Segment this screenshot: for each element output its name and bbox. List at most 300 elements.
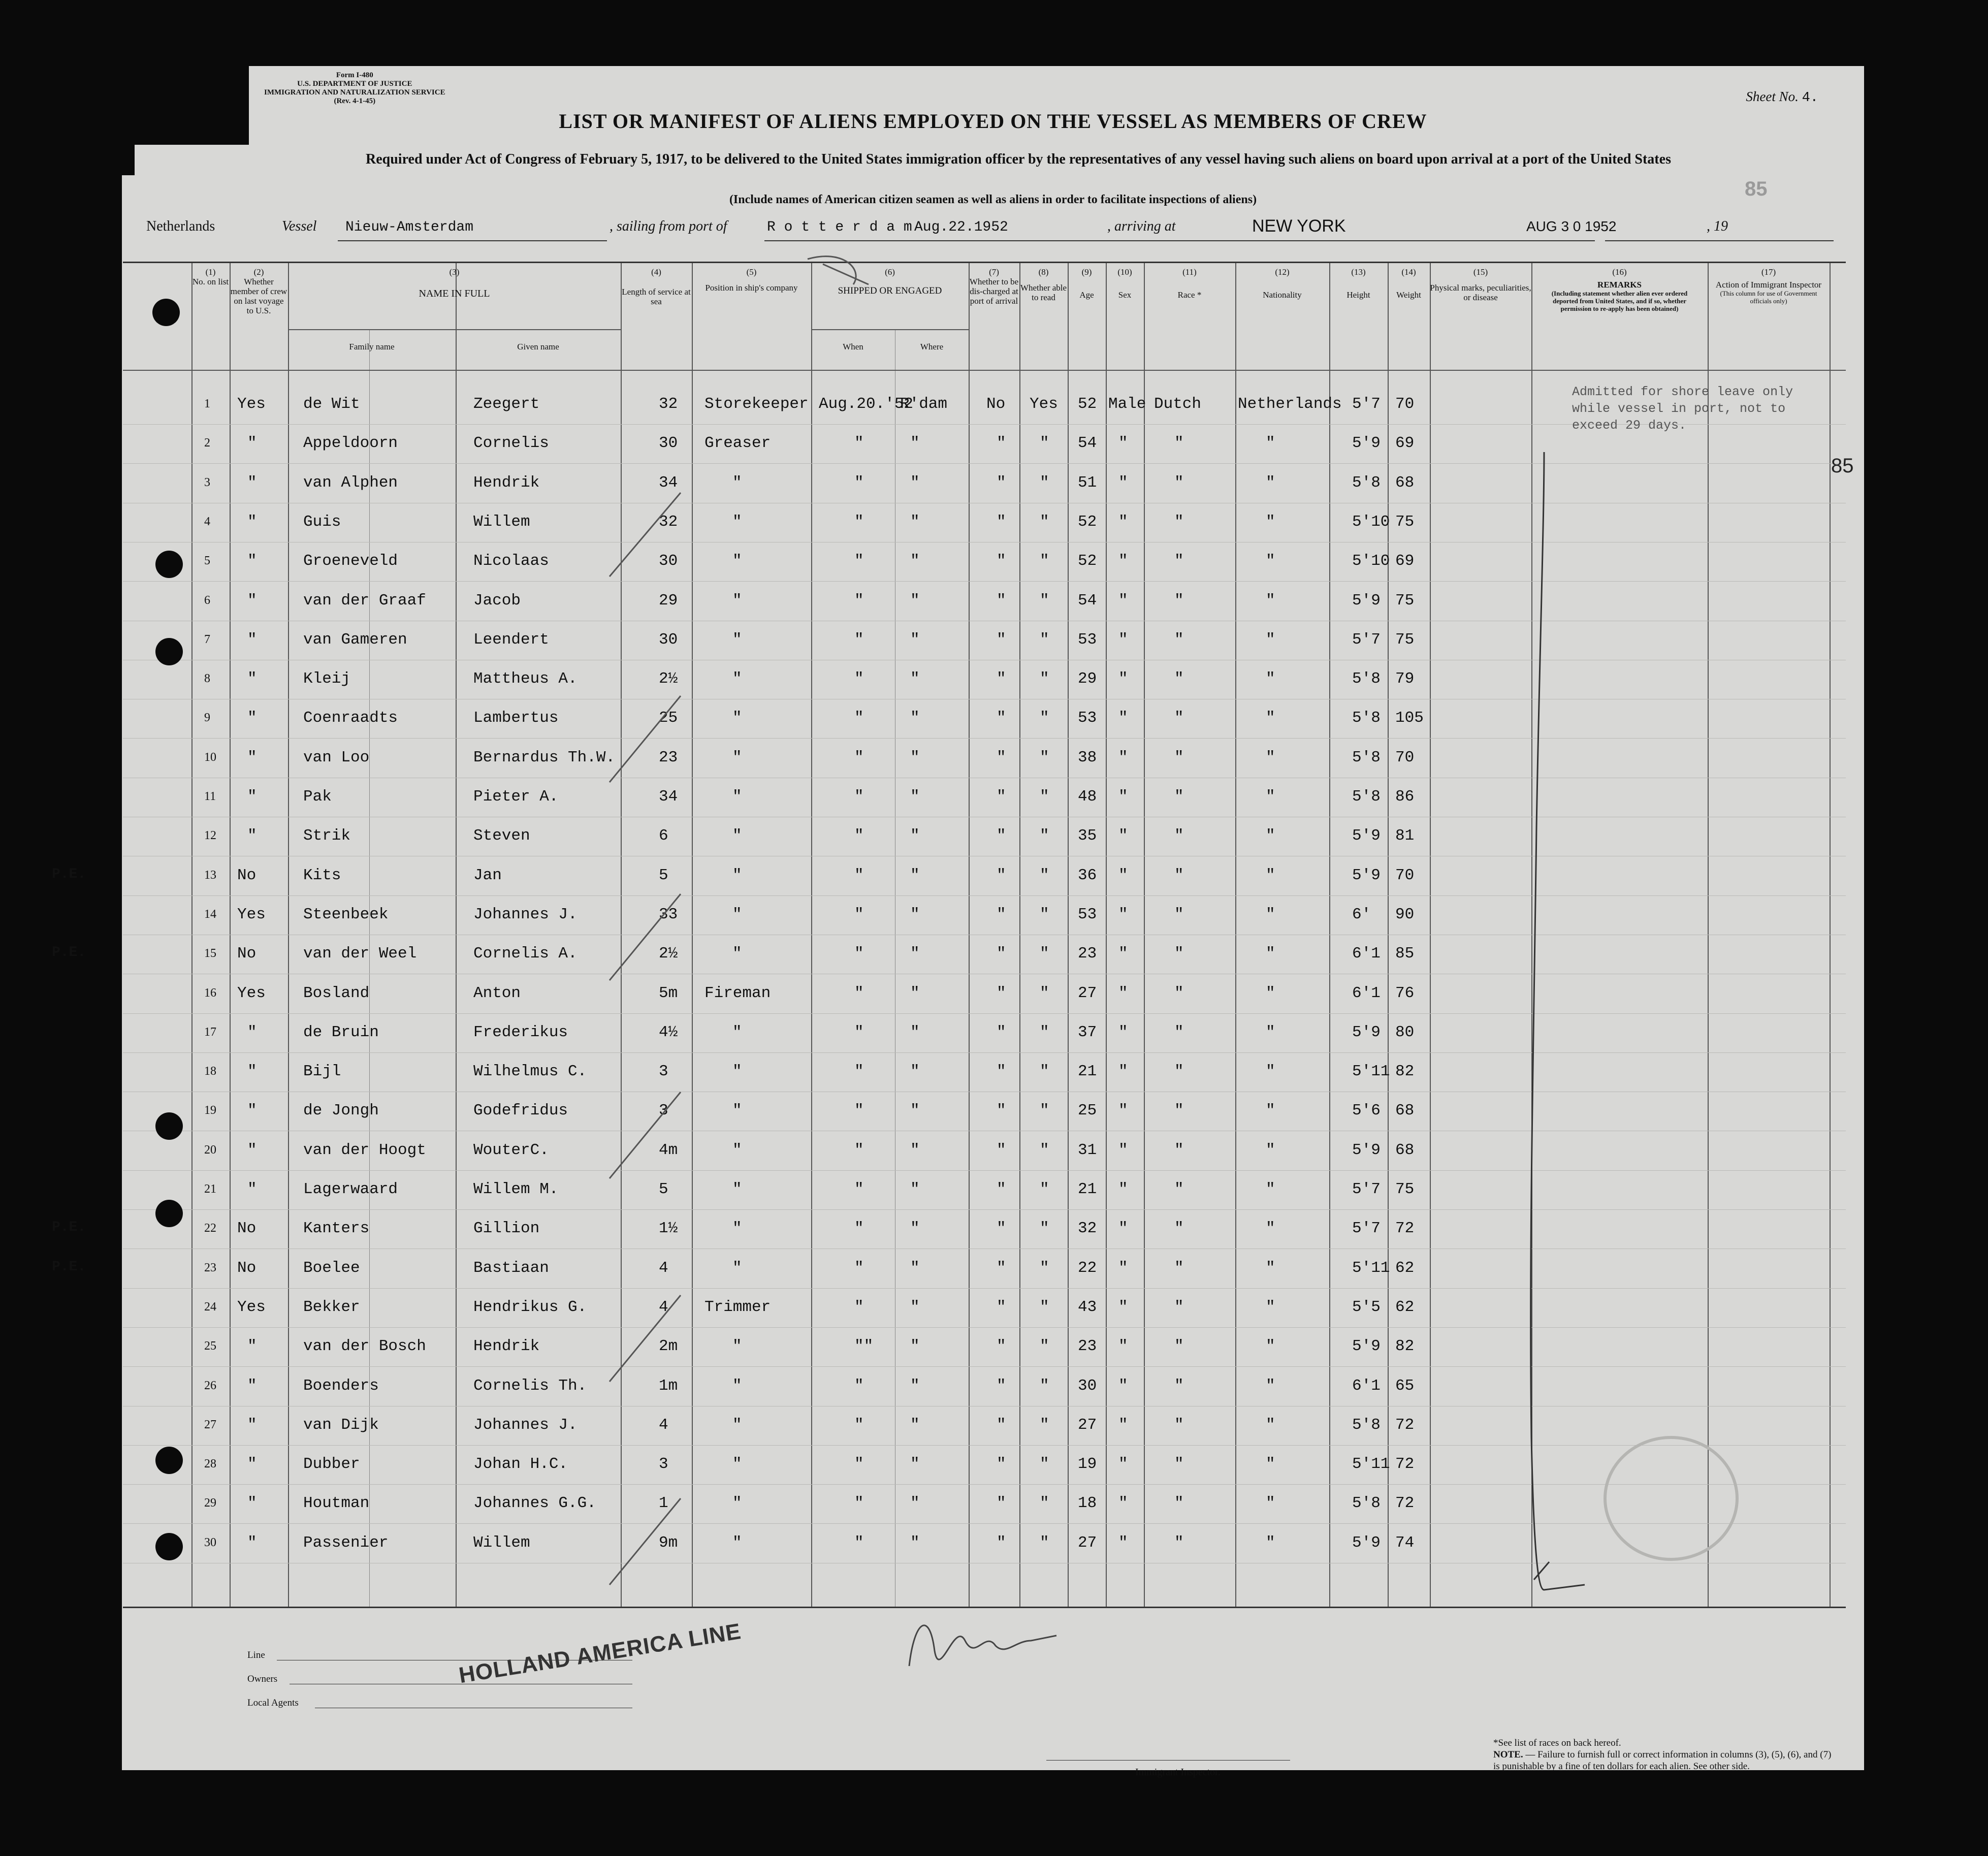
height: 6': [1352, 905, 1371, 923]
service-length: 4m: [659, 1141, 678, 1159]
discharged: ": [997, 513, 1006, 531]
height: 5'5: [1352, 1298, 1381, 1316]
age: 29: [1078, 670, 1097, 688]
discharged: ": [997, 591, 1006, 610]
sex: ": [1118, 1533, 1128, 1552]
sex: ": [1118, 1023, 1128, 1041]
able-to-read: ": [1040, 1377, 1049, 1395]
sex: Male: [1108, 395, 1146, 413]
nationality: ": [1266, 1494, 1275, 1513]
row-number: 2: [204, 436, 210, 450]
row-number: 6: [204, 593, 210, 607]
height: 5'7: [1352, 1220, 1381, 1238]
row-number: 22: [204, 1222, 216, 1235]
weight: 81: [1395, 827, 1415, 845]
able-to-read: ": [1040, 473, 1049, 492]
able-to-read: Yes: [1030, 395, 1058, 413]
able-to-read: ": [1040, 1337, 1049, 1356]
family-name: Guis: [303, 513, 341, 531]
family-name: van Gameren: [303, 630, 407, 649]
nationality: ": [1266, 1533, 1275, 1552]
height: 5'9: [1352, 1533, 1381, 1552]
weight: 75: [1395, 630, 1415, 649]
row-number: 1: [204, 397, 210, 410]
race: ": [1174, 905, 1184, 923]
row-number: 9: [204, 711, 210, 725]
sex: ": [1118, 905, 1128, 923]
service-length: 2½: [659, 670, 678, 688]
nationality: ": [1266, 905, 1275, 923]
last-voyage: ": [247, 788, 257, 806]
service-length: 2m: [659, 1337, 678, 1356]
family-name: van der Hoogt: [303, 1141, 426, 1159]
row-number: 21: [204, 1182, 216, 1196]
shipped-when: ": [854, 513, 864, 531]
nationality: ": [1266, 552, 1275, 570]
page-title: LIST OR MANIFEST OF ALIENS EMPLOYED ON THE VESSEL AS MEMBERS OF CREW: [559, 110, 1427, 133]
sex: ": [1118, 1416, 1128, 1434]
age: 25: [1078, 1102, 1097, 1120]
shipped-where: ": [910, 1416, 920, 1434]
shipped-when: ": [854, 434, 864, 453]
discharged: ": [997, 1377, 1006, 1395]
family-name: Strik: [303, 827, 351, 845]
header-given-name: Given name: [517, 342, 559, 351]
punch-hole: [152, 299, 180, 326]
position: ": [732, 748, 742, 766]
able-to-read: ": [1040, 905, 1049, 923]
nationality: ": [1266, 1063, 1275, 1081]
race: ": [1174, 513, 1184, 531]
age: 52: [1078, 552, 1097, 570]
nationality: ": [1266, 1141, 1275, 1159]
discharged: ": [997, 1180, 1006, 1198]
given-name: Wilhelmus C.: [473, 1063, 587, 1081]
sex: ": [1118, 473, 1128, 492]
nationality: ": [1266, 473, 1275, 492]
sex: ": [1118, 670, 1128, 688]
shipped-where: ": [910, 434, 920, 453]
discharged: ": [997, 1455, 1006, 1474]
last-voyage: Yes: [237, 905, 266, 923]
discharged: ": [997, 1259, 1006, 1277]
shipped-when: ": [854, 1377, 864, 1395]
able-to-read: ": [1040, 513, 1049, 531]
weight: 80: [1395, 1023, 1415, 1041]
able-to-read: ": [1040, 945, 1049, 963]
remarks-text: Admitted for shore leave only while vessel in port, not to exceed 29 days.: [1572, 385, 1793, 433]
row-number: 23: [204, 1261, 216, 1274]
height: 5'8: [1352, 788, 1381, 806]
given-name: Zeegert: [473, 395, 540, 413]
shipped-when: ": [854, 1298, 864, 1316]
sheet-value: 4.: [1802, 90, 1818, 106]
sex: ": [1118, 866, 1128, 884]
height: 5'9: [1352, 1023, 1381, 1041]
race: ": [1174, 827, 1184, 845]
note-label: NOTE.: [1493, 1749, 1523, 1760]
shipped-where: ": [910, 788, 920, 806]
sailing-port: R o t t e r d a m: [767, 219, 912, 235]
shipped-when: ": [854, 1533, 864, 1552]
position: ": [732, 1337, 742, 1356]
given-name: Godefridus: [473, 1102, 568, 1120]
weight: 72: [1395, 1220, 1415, 1238]
race: ": [1174, 591, 1184, 610]
shipped-where: ": [910, 591, 920, 610]
weight: 105: [1395, 709, 1424, 727]
age: 54: [1078, 434, 1097, 453]
position: ": [732, 473, 742, 492]
race: ": [1174, 866, 1184, 884]
header-family-name: Family name: [349, 342, 395, 351]
given-name: Anton: [473, 984, 521, 1002]
punch-hole: [155, 1112, 183, 1140]
position: ": [732, 827, 742, 845]
age: 31: [1078, 1141, 1097, 1159]
family-name: van Dijk: [303, 1416, 379, 1434]
weight: 65: [1395, 1377, 1415, 1395]
header-where: Where: [920, 342, 944, 351]
shipped-where: ": [910, 709, 920, 727]
header-sex: (10) Sex: [1117, 267, 1132, 300]
age: 38: [1078, 748, 1097, 766]
position: ": [732, 905, 742, 923]
height: 6'1: [1352, 945, 1381, 963]
last-voyage: ": [247, 670, 257, 688]
row-number: 15: [204, 947, 216, 961]
age: 30: [1078, 1377, 1097, 1395]
shipped-when: ": [854, 552, 864, 570]
position: ": [732, 670, 742, 688]
form-number: Form I-480: [336, 71, 373, 79]
position: ": [732, 945, 742, 963]
sex: ": [1118, 591, 1128, 610]
last-voyage: ": [247, 630, 257, 649]
position: ": [732, 1023, 742, 1041]
header-name: (3) NAME IN FULL: [419, 267, 490, 299]
last-voyage: ": [247, 1102, 257, 1120]
given-name: Frederikus: [473, 1023, 568, 1041]
given-name: Willem: [473, 513, 530, 531]
row-number: 24: [204, 1300, 216, 1314]
age: 54: [1078, 591, 1097, 610]
shipped-where: ": [910, 1377, 920, 1395]
given-name: Gillion: [473, 1220, 540, 1238]
shipped-when: ": [854, 1259, 864, 1277]
shipped-when: ": [854, 748, 864, 766]
sex: ": [1118, 1494, 1128, 1513]
given-name: Hendrik: [473, 1337, 540, 1356]
sex: ": [1118, 1337, 1128, 1356]
sailing-date: Aug.22.1952: [914, 219, 1008, 235]
shipped-when: ": [854, 709, 864, 727]
discharged: ": [997, 1494, 1006, 1513]
race: ": [1174, 788, 1184, 806]
shipped-where: ": [910, 1494, 920, 1513]
discharged: ": [997, 866, 1006, 884]
shipped-when: ": [854, 866, 864, 884]
height: 6'1: [1352, 1377, 1381, 1395]
family-name: van Loo: [303, 748, 370, 766]
shipped-where: ": [910, 827, 920, 845]
nationality: ": [1266, 434, 1275, 453]
able-to-read: ": [1040, 630, 1049, 649]
sex: ": [1118, 1063, 1128, 1081]
nationality: ": [1266, 630, 1275, 649]
shipped-when: ": [854, 591, 864, 610]
shipped-where: ": [910, 1063, 920, 1081]
sex: ": [1118, 552, 1128, 570]
row-number: 16: [204, 986, 216, 1000]
discharged: ": [997, 434, 1006, 453]
family-name: Kanters: [303, 1220, 370, 1238]
row-number: 10: [204, 750, 216, 764]
sex: ": [1118, 1455, 1128, 1474]
last-voyage: ": [247, 552, 257, 570]
service-length: 1½: [659, 1220, 678, 1238]
given-name: Nicolaas: [473, 552, 549, 570]
manifest-sheet: [52, 66, 1864, 1778]
race: ": [1174, 1141, 1184, 1159]
family-name: Kleij: [303, 670, 351, 688]
header-height: (13) Height: [1346, 267, 1370, 300]
nationality: Netherlands: [1238, 395, 1342, 413]
shipped-where: ": [910, 1102, 920, 1120]
race: ": [1174, 670, 1184, 688]
weight: 74: [1395, 1533, 1415, 1552]
shipped-where: ": [910, 552, 920, 570]
position: ": [732, 1220, 742, 1238]
able-to-read: ": [1040, 748, 1049, 766]
given-name: Willem M.: [473, 1180, 559, 1198]
nationality: ": [1266, 1455, 1275, 1474]
position: ": [732, 1377, 742, 1395]
nationality: ": [1266, 748, 1275, 766]
weight: 75: [1395, 591, 1415, 610]
shipped-when: ": [854, 788, 864, 806]
service-length: 25: [659, 709, 678, 727]
family-name: van der Graaf: [303, 591, 426, 610]
shipped-where: ": [910, 1141, 920, 1159]
sex: ": [1118, 513, 1128, 531]
header-read: (8) Whether able to read: [1020, 267, 1067, 302]
punch-hole: [155, 551, 183, 578]
able-to-read: ": [1040, 1141, 1049, 1159]
race: ": [1174, 1337, 1184, 1356]
able-to-read: ": [1040, 1063, 1049, 1081]
weight: 68: [1395, 1141, 1415, 1159]
shipped-when: ": [854, 1063, 864, 1081]
sex: ": [1118, 827, 1128, 845]
weight: 72: [1395, 1455, 1415, 1474]
position: ": [732, 1063, 742, 1081]
punch-hole: [155, 638, 183, 665]
last-voyage: Yes: [237, 395, 266, 413]
sex: ": [1118, 748, 1128, 766]
shipped-when: ": [854, 1102, 864, 1120]
height: 5'11: [1352, 1259, 1390, 1277]
given-name: Johan H.C.: [473, 1455, 568, 1474]
weight: 70: [1395, 748, 1415, 766]
given-name: Mattheus A.: [473, 670, 578, 688]
discharged: ": [997, 984, 1006, 1002]
age: 19: [1078, 1455, 1097, 1474]
department-name: U.S. DEPARTMENT OF JUSTICE: [297, 80, 412, 88]
last-voyage: No: [237, 866, 256, 884]
race: ": [1174, 945, 1184, 963]
position: ": [732, 552, 742, 570]
header-physical-marks: (15) Physical marks, peculiarities, or disease: [1430, 267, 1531, 302]
company-stamp: HOLLAND AMERICA LINE: [457, 1619, 743, 1688]
last-voyage: ": [247, 591, 257, 610]
family-name: Boelee: [303, 1259, 360, 1277]
line-label: Line: [247, 1650, 265, 1660]
position: Fireman: [704, 984, 771, 1002]
row-number: 25: [204, 1339, 216, 1353]
nationality: ": [1266, 709, 1275, 727]
discharged: ": [997, 1533, 1006, 1552]
service-length: 3: [659, 1455, 668, 1474]
sex: ": [1118, 630, 1128, 649]
last-voyage: ": [247, 1180, 257, 1198]
discharged: ": [997, 788, 1006, 806]
header-discharged: (7) Whether to be dis-charged at port of arrival: [969, 267, 1019, 306]
age: 22: [1078, 1259, 1097, 1277]
header-race: (11) Race *: [1177, 267, 1202, 300]
shipped-when: ": [854, 1416, 864, 1434]
discharged: ": [997, 1141, 1006, 1159]
pe-mark: P.E.: [52, 1259, 86, 1275]
row-number: 7: [204, 632, 210, 646]
sex: ": [1118, 709, 1128, 727]
given-name: Willem: [473, 1533, 530, 1552]
note-text: — Failure to furnish full or correct information in columns (3), (5), (6), and (7) is punishable by a fine of ten dollars for each alien. See other side.: [1493, 1749, 1832, 1772]
row-number: 5: [204, 554, 210, 568]
family-name: Coenraadts: [303, 709, 398, 727]
height: 5'8: [1352, 748, 1381, 766]
last-voyage: Yes: [237, 984, 266, 1002]
last-voyage: ": [247, 748, 257, 766]
shipped-when: ": [854, 945, 864, 963]
nationality: ": [1266, 1337, 1275, 1356]
shipped-where: ": [910, 748, 920, 766]
family-name: Bosland: [303, 984, 370, 1002]
family-name: Pak: [303, 788, 332, 806]
age: 27: [1078, 984, 1097, 1002]
age: 23: [1078, 945, 1097, 963]
header-remarks: (16) REMARKS (Including statement whether alien ever ordered deported from United States, and if so, whether permission to re-apply has been obtained): [1551, 267, 1688, 312]
race: ": [1174, 1455, 1184, 1474]
last-voyage: ": [247, 1455, 257, 1474]
family-name: de Wit: [303, 395, 360, 413]
last-voyage: ": [247, 1416, 257, 1434]
family-name: Passenier: [303, 1533, 389, 1552]
weight: 68: [1395, 473, 1415, 492]
nationality: ": [1266, 513, 1275, 531]
given-name: Johannes G.G.: [473, 1494, 596, 1513]
position: ": [732, 1180, 742, 1198]
row-number: 20: [204, 1143, 216, 1157]
given-name: Hendrik: [473, 473, 540, 492]
sex: ": [1118, 434, 1128, 453]
row-number: 28: [204, 1457, 216, 1471]
family-name: Lagerwaard: [303, 1180, 398, 1198]
race: ": [1174, 1102, 1184, 1120]
discharged: ": [997, 1337, 1006, 1356]
header-weight: (14) Weight: [1396, 267, 1421, 300]
given-name: Bernardus Th.W.: [473, 748, 616, 766]
service-length: 6: [659, 827, 668, 845]
discharged: ": [997, 905, 1006, 923]
shipped-where: ": [910, 630, 920, 649]
discharged: ": [997, 709, 1006, 727]
race: ": [1174, 630, 1184, 649]
able-to-read: ": [1040, 984, 1049, 1002]
page-subtitle: Required under Act of Congress of February 5, 1917, to be delivered to the United States immigration officer by the representatives of any vessel having such aliens on board upon arrival at a port of the United States: [366, 151, 1671, 167]
weight: 62: [1395, 1298, 1415, 1316]
race: ": [1174, 1533, 1184, 1552]
position: ": [732, 1494, 742, 1513]
last-voyage: ": [247, 1141, 257, 1159]
able-to-read: ": [1040, 788, 1049, 806]
position: ": [732, 630, 742, 649]
race: ": [1174, 1063, 1184, 1081]
race: ": [1174, 1416, 1184, 1434]
height: 6'1: [1352, 984, 1381, 1002]
row-number: 4: [204, 515, 210, 528]
shipped-where: ": [910, 984, 920, 1002]
given-name: Lambertus: [473, 709, 559, 727]
shipped-when: "": [854, 1337, 874, 1356]
age: 27: [1078, 1533, 1097, 1552]
row-number: 18: [204, 1065, 216, 1078]
last-voyage: No: [237, 1259, 256, 1277]
service-length: 30: [659, 434, 678, 453]
race: ": [1174, 1298, 1184, 1316]
sex: ": [1118, 1180, 1128, 1198]
height: 5'9: [1352, 1141, 1381, 1159]
shipped-when: ": [854, 984, 864, 1002]
inspector-action: 85: [1831, 455, 1854, 477]
height: 5'8: [1352, 1494, 1381, 1513]
service-length: 5m: [659, 984, 678, 1002]
race: ": [1174, 1180, 1184, 1198]
sex: ": [1118, 1298, 1128, 1316]
shipped-where: ": [910, 1455, 920, 1474]
punch-hole: [155, 1200, 183, 1227]
position: ": [732, 709, 742, 727]
height: 5'9: [1352, 591, 1381, 610]
race: ": [1174, 1023, 1184, 1041]
service-length: 5: [659, 1180, 668, 1198]
service-length: 30: [659, 630, 678, 649]
service-length: 3: [659, 1063, 668, 1081]
height: 5'8: [1352, 709, 1381, 727]
race: ": [1174, 984, 1184, 1002]
weight: 72: [1395, 1416, 1415, 1434]
nationality: ": [1266, 1298, 1275, 1316]
service-length: 34: [659, 473, 678, 492]
sex: ": [1118, 1259, 1128, 1277]
shipped-when: Aug.20.'52: [819, 395, 914, 413]
age: 18: [1078, 1494, 1097, 1513]
header-no: (1) No. on list: [192, 267, 229, 286]
height: 5'9: [1352, 434, 1381, 453]
last-voyage: Yes: [237, 1298, 266, 1316]
weight: 69: [1395, 552, 1415, 570]
able-to-read: ": [1040, 552, 1049, 570]
